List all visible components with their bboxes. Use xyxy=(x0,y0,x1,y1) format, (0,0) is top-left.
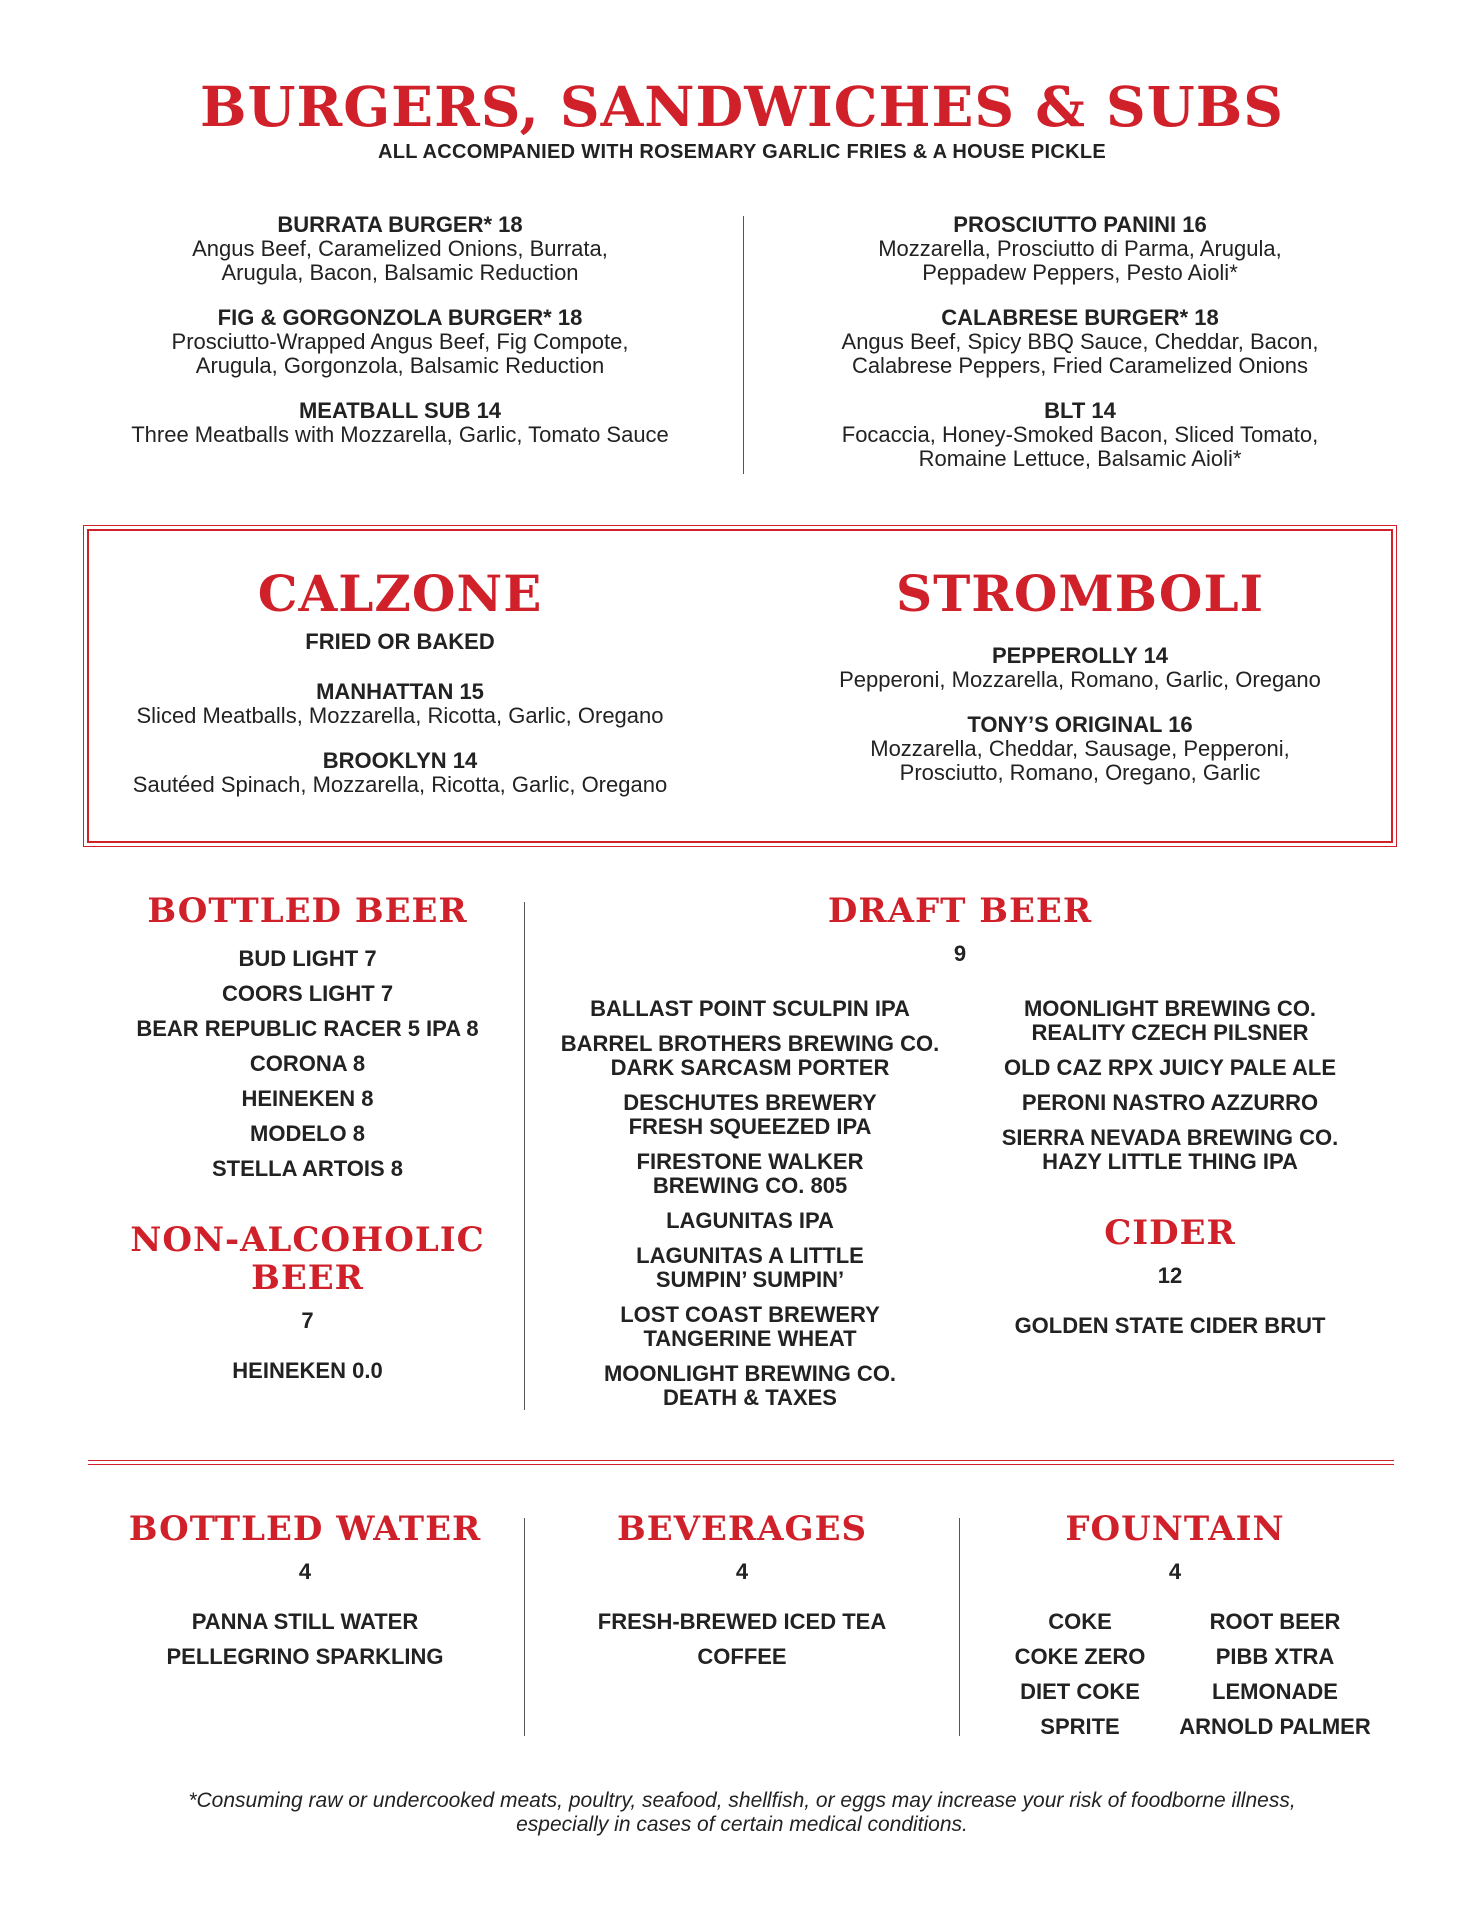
item-description: Mozzarella, Prosciutto di Parma, Arugula, xyxy=(878,236,1282,261)
menu-item xyxy=(100,749,700,797)
item-name: CALABRESE BURGER* 18 xyxy=(941,305,1219,330)
list-item: COFFEE xyxy=(697,1644,787,1669)
item-description: Arugula, Gorgonzola, Balsamic Reduction xyxy=(195,353,605,378)
section-price: 4 xyxy=(1168,1559,1182,1584)
list-item: LOST COAST BREWERY TANGERINE WHEAT xyxy=(620,1302,880,1351)
list-item: BEAR REPUBLIC RACER 5 IPA 8 xyxy=(136,1016,479,1041)
section-title-stromboli: STROMBOLI xyxy=(895,564,1265,623)
list-item: COORS LIGHT 7 xyxy=(221,981,394,1006)
section-title-fountain: FOUNTAIN xyxy=(1065,1509,1285,1549)
item-name: TONY’S ORIGINAL 16 xyxy=(967,712,1193,737)
list-item: LAGUNITAS IPA xyxy=(666,1208,834,1233)
bottled-beer-section xyxy=(100,892,515,1383)
item-description: Sautéed Spinach, Mozzarella, Ricotta, Garlic, Oregano xyxy=(132,772,668,797)
item-description: Three Meatballs with Mozzarella, Garlic, Tomato Sauce xyxy=(131,422,669,447)
menu-item xyxy=(780,306,1380,378)
item-name: BLT 14 xyxy=(1044,398,1116,423)
column-divider xyxy=(743,216,744,474)
title-line: NON-ALCOHOLIC xyxy=(130,1220,485,1260)
list-item: ARNOLD PALMER xyxy=(1179,1714,1371,1739)
burgers-subtitle: ALL ACCOMPANIED WITH ROSEMARY GARLIC FRIES & A HOUSE PICKLE xyxy=(377,141,1107,163)
section-price: 12 xyxy=(1157,1263,1183,1288)
list-item: DIET COKE xyxy=(1020,1679,1140,1704)
item-description: Mozzarella, Cheddar, Sausage, Pepperoni, xyxy=(870,736,1290,761)
list-item: COKE xyxy=(1048,1609,1112,1634)
section-title-draft-beer: DRAFT BEER xyxy=(827,891,1093,931)
item-description: Sliced Meatballs, Mozzarella, Ricotta, Garlic, Oregano xyxy=(136,703,664,728)
list-item: GOLDEN STATE CIDER BRUT xyxy=(1014,1313,1326,1338)
item-name: MEATBALL SUB 14 xyxy=(298,398,502,423)
section-title-calzone: CALZONE xyxy=(257,564,543,623)
list-item: CORONA 8 xyxy=(249,1051,366,1076)
list-item: LEMONADE xyxy=(1212,1679,1338,1704)
calzone-subtitle: FRIED OR BAKED xyxy=(305,629,495,654)
list-item: FRESH-BREWED ICED TEA xyxy=(597,1609,887,1634)
menu-item xyxy=(780,213,1380,285)
list-item: BUD LIGHT 7 xyxy=(238,946,377,971)
item-description: Focaccia, Honey-Smoked Bacon, Sliced Tomato, xyxy=(841,422,1319,447)
section-price: 9 xyxy=(953,941,967,966)
menu-item xyxy=(780,644,1380,692)
item-description: Angus Beef, Caramelized Onions, Burrata, xyxy=(192,236,608,261)
list-item: STELLA ARTOIS 8 xyxy=(211,1156,404,1181)
section-price: 4 xyxy=(735,1559,749,1584)
title-line: BEER xyxy=(251,1258,364,1298)
list-item: SPRITE xyxy=(1040,1714,1120,1739)
list-item: MODELO 8 xyxy=(250,1121,365,1146)
stromboli-section xyxy=(780,566,1380,806)
burgers-left-column xyxy=(100,213,700,468)
menu-item xyxy=(780,713,1380,785)
section-title-beverages: BEVERAGES xyxy=(616,1509,868,1549)
menu-item xyxy=(780,399,1380,471)
footnote xyxy=(0,1789,1484,1837)
list-item: DESCHUTES BREWERY FRESH SQUEEZED IPA xyxy=(623,1090,877,1139)
draft-beer-left-list xyxy=(530,997,970,1421)
item-name: PEPPEROLLY 14 xyxy=(991,643,1169,668)
menu-item xyxy=(100,399,700,447)
item-description: Romaine Lettuce, Balsamic Aioli* xyxy=(918,446,1242,471)
list-item: PANNA STILL WATER xyxy=(191,1609,419,1634)
item-description: Prosciutto-Wrapped Angus Beef, Fig Compote, xyxy=(171,329,629,354)
list-item: PIBB XTRA xyxy=(1215,1644,1335,1669)
section-title-burgers: BURGERS, SANDWICHES & SUBS xyxy=(200,74,1284,139)
item-name: MANHATTAN 15 xyxy=(316,679,484,704)
footnote-line: *Consuming raw or undercooked meats, poultry, seafood, shellfish, or eggs may increase your risk of foodborne illness, xyxy=(188,1789,1296,1812)
section-title-bottled-water: BOTTLED WATER xyxy=(128,1509,482,1549)
list-item: PELLEGRINO SPARKLING xyxy=(166,1644,444,1669)
list-item: MOONLIGHT BREWING CO. REALITY CZECH PILSNER xyxy=(1023,996,1317,1045)
section-title-non-alcoholic xyxy=(100,1221,515,1297)
bottled-water-section xyxy=(90,1510,520,1680)
footnote-line: especially in cases of certain medical conditions. xyxy=(516,1813,968,1836)
menu-item xyxy=(100,680,700,728)
list-item: COKE ZERO xyxy=(1014,1644,1146,1669)
item-name: FIG & GORGONZOLA BURGER* 18 xyxy=(217,305,583,330)
fountain-right-list xyxy=(1160,1610,1390,1750)
list-item: LAGUNITAS A LITTLE SUMPIN’ SUMPIN’ xyxy=(636,1243,864,1292)
item-description: Angus Beef, Spicy BBQ Sauce, Cheddar, Bacon, xyxy=(841,329,1319,354)
item-description: Arugula, Bacon, Balsamic Reduction xyxy=(221,260,579,285)
list-item: ROOT BEER xyxy=(1209,1609,1341,1634)
item-description: Peppadew Peppers, Pesto Aioli* xyxy=(922,260,1238,285)
menu-item xyxy=(100,213,700,285)
fountain-left-list xyxy=(1000,1610,1160,1750)
beverages-section xyxy=(527,1510,957,1680)
column-divider xyxy=(524,902,525,1410)
item-description: Pepperoni, Mozzarella, Romano, Garlic, Oregano xyxy=(839,667,1321,692)
list-item: MOONLIGHT BREWING CO. DEATH & TAXES xyxy=(603,1361,897,1410)
calzone-section xyxy=(100,566,700,818)
column-divider xyxy=(524,1518,525,1736)
item-description: Calabrese Peppers, Fried Caramelized Onions xyxy=(851,353,1309,378)
list-item: HEINEKEN 0.0 xyxy=(232,1358,383,1383)
burgers-right-column xyxy=(780,213,1380,492)
draft-beer-right-list xyxy=(950,997,1390,1185)
list-item: OLD CAZ RPX JUICY PALE ALE xyxy=(1003,1055,1337,1080)
draft-beer-section xyxy=(525,892,1395,966)
list-item: BALLAST POINT SCULPIN IPA xyxy=(590,996,910,1021)
item-description: Prosciutto, Romano, Oregano, Garlic xyxy=(899,760,1261,785)
menu-item xyxy=(100,306,700,378)
section-divider xyxy=(88,1460,1394,1465)
list-item: SIERRA NEVADA BREWING CO. HAZY LITTLE THING IPA xyxy=(1001,1125,1339,1174)
section-price: 4 xyxy=(298,1559,312,1584)
section-title-bottled-beer: BOTTLED BEER xyxy=(147,891,468,931)
list-item: HEINEKEN 8 xyxy=(241,1086,374,1111)
item-name: BROOKLYN 14 xyxy=(322,748,478,773)
section-title-cider: CIDER xyxy=(1104,1213,1236,1253)
item-name: BURRATA BURGER* 18 xyxy=(277,212,523,237)
cider-section xyxy=(950,1214,1390,1338)
section-price: 7 xyxy=(301,1308,314,1333)
fountain-section xyxy=(960,1510,1390,1584)
list-item: FIRESTONE WALKER BREWING CO. 805 xyxy=(636,1149,864,1198)
item-name: PROSCIUTTO PANINI 16 xyxy=(953,212,1207,237)
list-item: BARREL BROTHERS BREWING CO. DARK SARCASM PORTER xyxy=(560,1031,940,1080)
list-item: PERONI NASTRO AZZURRO xyxy=(1021,1090,1319,1115)
